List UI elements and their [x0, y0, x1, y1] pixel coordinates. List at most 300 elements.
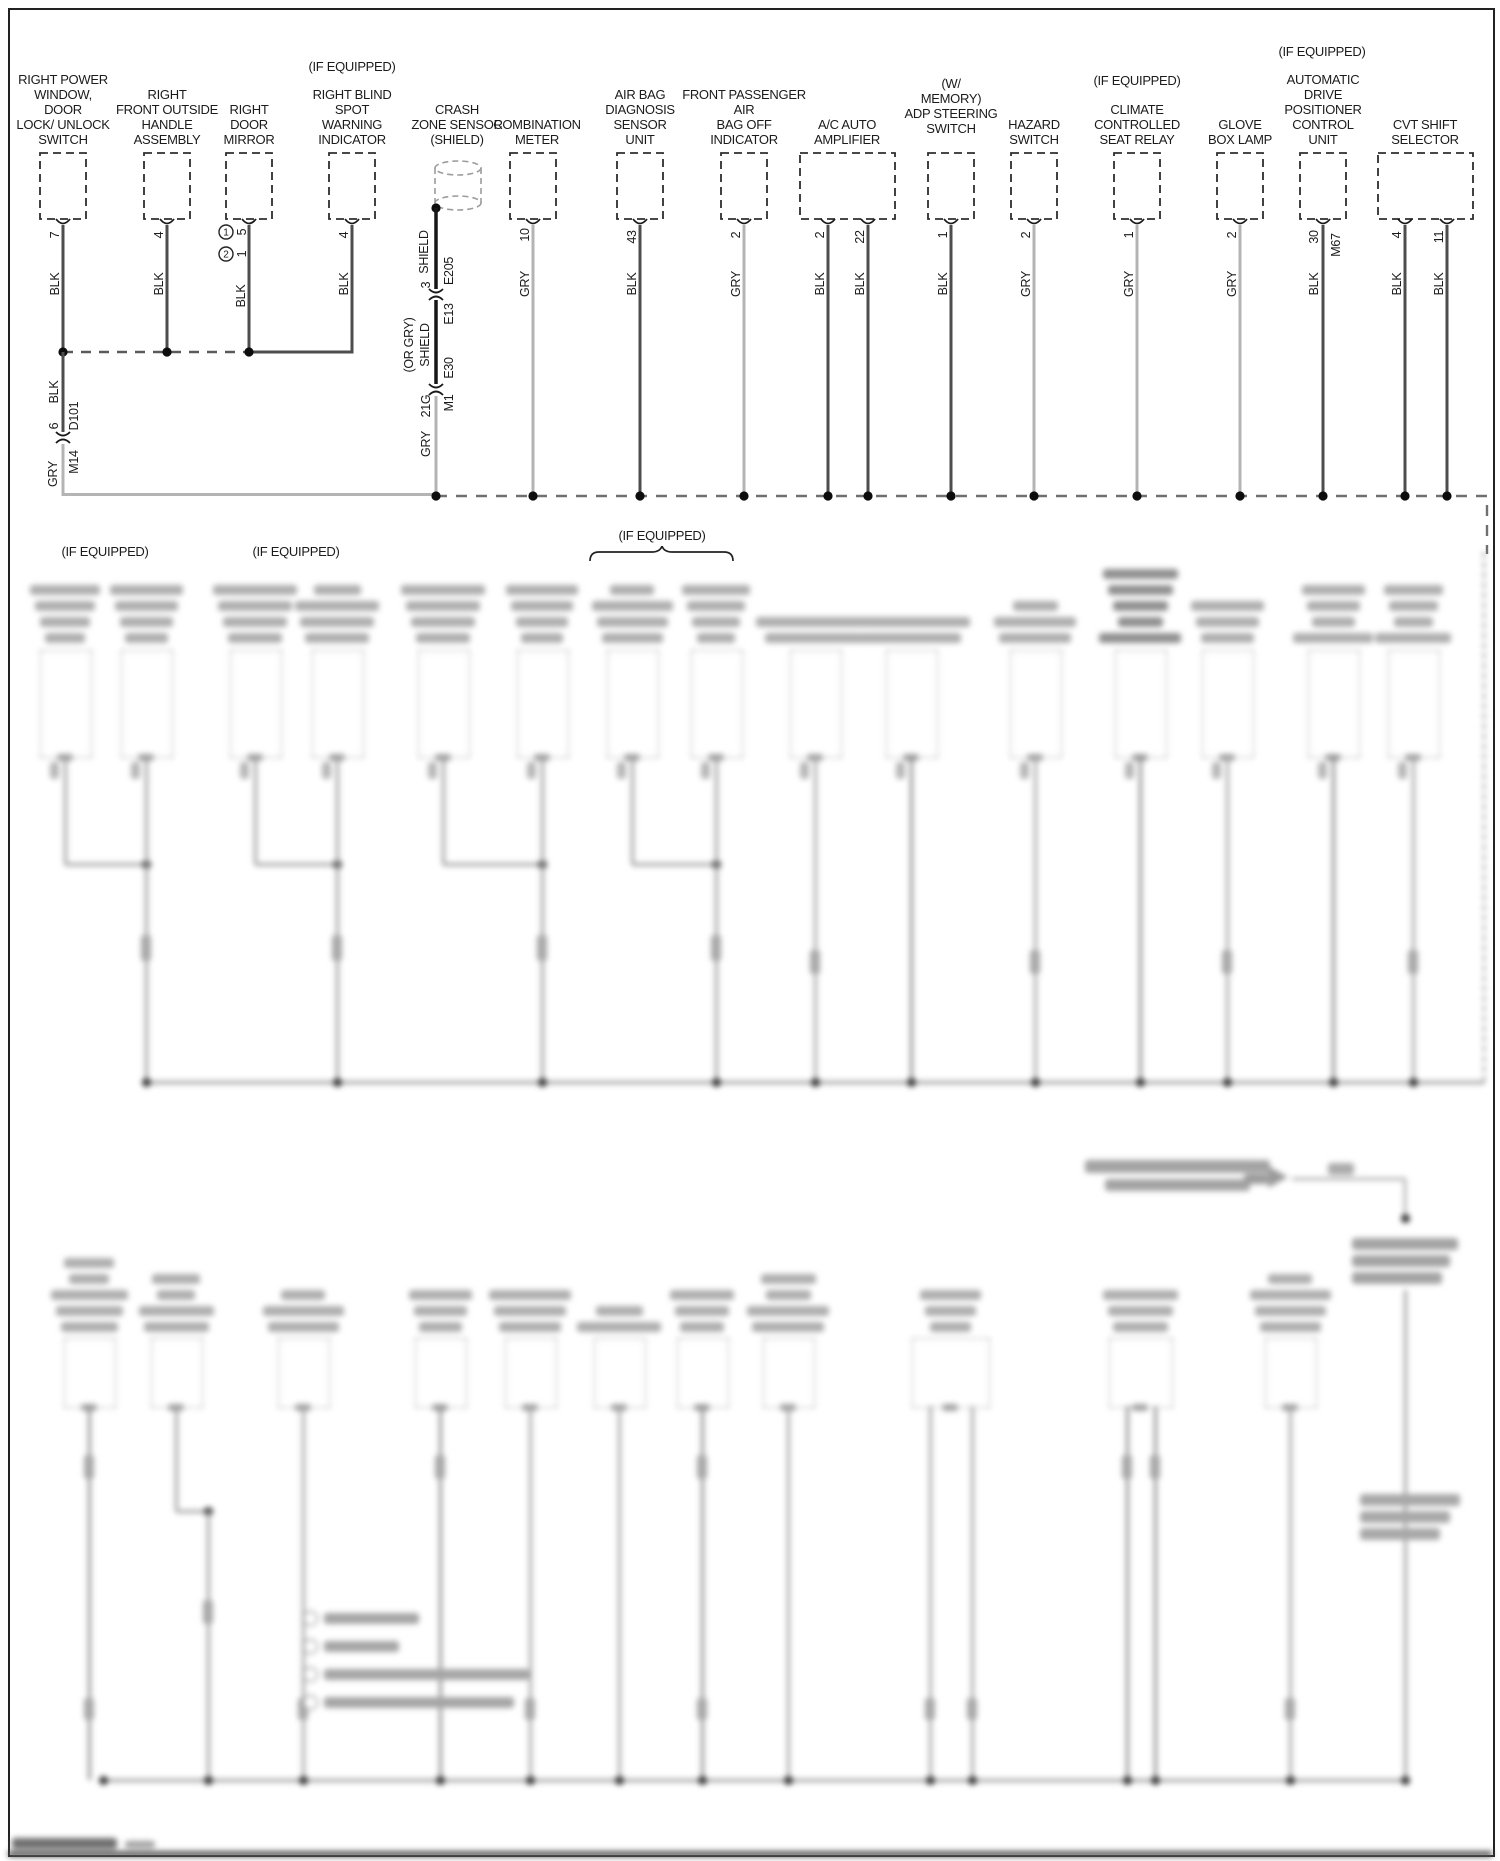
blurred-text-blob	[110, 585, 183, 595]
blurred-text-blob	[401, 585, 485, 595]
blurred-text-blob	[1113, 601, 1168, 611]
blurred-inline-connector	[435, 1455, 445, 1479]
blurred-dashed-feed-line	[1483, 552, 1485, 1082]
svg-text:43: 43	[625, 230, 639, 244]
blurred-pin-label	[800, 762, 809, 779]
blurred-wire	[1332, 756, 1335, 1082]
svg-text:BLK: BLK	[1390, 272, 1404, 296]
svg-text:DIAGNOSIS: DIAGNOSIS	[605, 102, 675, 117]
svg-text:GRY: GRY	[419, 431, 433, 457]
svg-text:UNIT: UNIT	[625, 132, 655, 147]
blurred-junction-dot	[538, 1078, 547, 1087]
blurred-text-blob	[223, 617, 287, 627]
blurred-text-blob	[295, 601, 379, 611]
blurred-text-blob	[592, 601, 673, 611]
blurred-text-blob	[670, 1290, 734, 1300]
blurred-text-blob	[115, 601, 178, 611]
blurred-connector-box	[40, 650, 92, 758]
svg-text:AMPLIFIER: AMPLIFIER	[814, 132, 880, 147]
svg-text:MEMORY): MEMORY)	[920, 91, 982, 106]
blurred-inline-connector	[141, 935, 151, 961]
svg-text:BLK: BLK	[1307, 272, 1321, 296]
svg-text:CONTROLLED: CONTROLLED	[1094, 117, 1180, 132]
svg-text:BLK: BLK	[47, 380, 61, 404]
blurred-junction-dot	[968, 1776, 977, 1785]
blurred-junction-dot	[907, 1078, 916, 1087]
blurred-text-blob	[414, 1306, 467, 1316]
blurred-wire	[175, 1406, 178, 1511]
blurred-text-blob	[61, 1322, 118, 1332]
blurred-junction-dot	[333, 1078, 342, 1087]
blurred-pin-label	[1125, 762, 1134, 779]
blurred-text-blob	[409, 1290, 472, 1300]
blurred-text-blob	[213, 585, 297, 595]
svg-text:BOX LAMP: BOX LAMP	[1207, 132, 1273, 147]
svg-text:INDICATOR: INDICATOR	[318, 132, 386, 147]
blurred-inline-connector	[203, 1600, 213, 1624]
blurred-wire	[1226, 756, 1229, 1082]
svg-text:E30: E30	[442, 357, 456, 379]
blurred-text-blob	[597, 617, 668, 627]
blurred-text-blob	[1352, 1272, 1442, 1284]
blurred-junction-dot	[1031, 1078, 1040, 1087]
blurred-text-blob	[1103, 569, 1178, 579]
svg-text:2: 2	[223, 249, 229, 261]
svg-text:GRY: GRY	[46, 461, 60, 487]
svg-text:BLK: BLK	[813, 272, 827, 296]
blurred-connector-box	[418, 650, 470, 758]
blurred-wire	[336, 756, 339, 1082]
blurred-text-blob	[692, 617, 740, 627]
blurred-inline-connector	[1122, 1455, 1132, 1479]
blurred-text-blob	[1105, 1179, 1250, 1191]
svg-text:(IF EQUIPPED): (IF EQUIPPED)	[1278, 44, 1366, 59]
svg-text:BLK: BLK	[48, 272, 62, 296]
blurred-text-blob	[1085, 1160, 1270, 1173]
svg-text:POSITIONER: POSITIONER	[1284, 102, 1362, 117]
svg-text:5: 5	[235, 228, 249, 236]
svg-text:FRONT OUTSIDE: FRONT OUTSIDE	[115, 102, 219, 117]
blurred-text-blob	[125, 633, 168, 643]
blurred-legend-text	[324, 1613, 419, 1624]
blurred-inline-connector	[967, 1698, 977, 1720]
blurred-text-blob	[56, 1306, 123, 1316]
svg-text:SEAT RELAY: SEAT RELAY	[1099, 132, 1175, 147]
blurred-text-blob	[994, 617, 1076, 627]
blurred-connector-box	[691, 650, 743, 758]
blurred-pin-label	[1318, 762, 1327, 779]
blurred-connector-box	[415, 1338, 467, 1408]
svg-text:ZONE SENSOR: ZONE SENSOR	[411, 117, 503, 132]
svg-text:CVT SHIFT: CVT SHIFT	[1392, 117, 1458, 132]
blurred-wire	[1412, 756, 1415, 1082]
svg-text:BLK: BLK	[936, 272, 950, 296]
blurred-wire	[618, 1406, 621, 1780]
blurred-inline-connector	[1030, 950, 1040, 974]
svg-text:GRY: GRY	[1122, 271, 1136, 297]
blurred-text-blob	[139, 1306, 214, 1316]
blurred-arrow-shaft	[1244, 1174, 1268, 1184]
blurred-pin-label	[701, 762, 710, 779]
blurred-connector-box	[677, 1338, 729, 1408]
svg-text:SENSOR: SENSOR	[613, 117, 667, 132]
blurred-text-blob	[1328, 1163, 1354, 1175]
blurred-text-blob	[1302, 585, 1365, 595]
blurred-inline-connector	[697, 1455, 707, 1479]
blurred-text-blob	[506, 585, 578, 595]
blurred-bottom-border	[8, 1851, 1492, 1857]
blurred-junction-dot	[99, 1776, 108, 1785]
svg-text:SPOT: SPOT	[334, 102, 370, 117]
blurred-text-blob	[596, 1306, 643, 1316]
blurred-junction-dot	[204, 1776, 213, 1785]
svg-text:2: 2	[1225, 231, 1239, 239]
blurred-pin-label	[1398, 762, 1407, 779]
blurred-text-blob	[1260, 1322, 1321, 1332]
blurred-text-blob	[228, 633, 282, 643]
blurred-connector-box	[1115, 650, 1167, 758]
svg-text:AIR BAG: AIR BAG	[614, 87, 666, 102]
svg-text:SWITCH: SWITCH	[38, 132, 88, 147]
blurred-text-blob	[682, 585, 750, 595]
blurred-text-blob	[511, 601, 573, 611]
blurred-text-blob	[1118, 617, 1163, 627]
blurred-pin-label	[1212, 762, 1221, 779]
blurred-connector-box	[1265, 1338, 1317, 1408]
blurred-connector-box	[594, 1338, 646, 1408]
svg-text:HAZARD: HAZARD	[1008, 117, 1060, 132]
blurred-text-blob	[747, 1306, 829, 1316]
svg-text:4: 4	[337, 231, 351, 239]
blurred-text-blob	[1255, 1306, 1326, 1316]
blurred-pin-label	[240, 762, 249, 779]
blurred-wire	[529, 1406, 532, 1780]
svg-text:ASSEMBLY: ASSEMBLY	[133, 132, 201, 147]
svg-text:D101: D101	[67, 401, 81, 431]
svg-text:CONTROL: CONTROL	[1292, 117, 1354, 132]
blurred-pin-label	[617, 762, 626, 779]
blurred-inline-connector	[525, 1698, 535, 1720]
blurred-junction-dot	[1223, 1078, 1232, 1087]
blurred-text-blob	[1360, 1494, 1460, 1506]
blurred-pin-label	[428, 762, 437, 779]
blurred-text-blob	[752, 1322, 824, 1332]
blurred-pin-label	[896, 762, 905, 779]
blurred-text-blob	[152, 1274, 200, 1284]
blurred-connector-box	[505, 1338, 557, 1408]
blurred-wire	[1292, 1178, 1405, 1181]
blurred-text-blob	[51, 1290, 128, 1300]
svg-text:6: 6	[47, 422, 61, 430]
svg-text:SELECTOR: SELECTOR	[1391, 132, 1459, 147]
blurred-text-blob	[1394, 617, 1433, 627]
svg-text:RIGHT: RIGHT	[147, 87, 187, 102]
blurred-wire	[910, 756, 913, 1082]
blurred-connector-box	[1388, 650, 1440, 758]
blurred-text-blob	[1352, 1238, 1458, 1250]
blurred-junction-dot	[811, 1078, 820, 1087]
svg-text:INDICATOR: INDICATOR	[710, 132, 778, 147]
blurred-inline-connector	[697, 1698, 707, 1720]
blurred-text-blob	[305, 633, 369, 643]
blurred-text-blob	[45, 633, 85, 643]
blurred-wire	[207, 1511, 210, 1780]
blurred-wire	[442, 756, 445, 864]
svg-text:1: 1	[235, 250, 249, 258]
blurred-text-blob	[1375, 633, 1451, 643]
svg-text:RIGHT BLIND: RIGHT BLIND	[312, 87, 392, 102]
blurred-text-blob	[69, 1274, 109, 1284]
svg-text:CLIMATE: CLIMATE	[1110, 102, 1164, 117]
blurred-connector-box	[278, 1338, 330, 1408]
svg-text:GRY: GRY	[1225, 271, 1239, 297]
blurred-junction-dot	[526, 1776, 535, 1785]
svg-text:GRY: GRY	[518, 271, 532, 297]
blurred-pin-bracket	[1132, 1404, 1148, 1411]
blurred-wire	[443, 863, 542, 866]
blurred-connector-box	[912, 1338, 990, 1408]
svg-text:M67: M67	[1329, 233, 1343, 257]
blurred-inline-connector	[1222, 950, 1232, 974]
svg-text:22: 22	[853, 230, 867, 244]
svg-text:(IF EQUIPPED): (IF EQUIPPED)	[308, 59, 396, 74]
blurred-wire	[1289, 1406, 1292, 1780]
svg-text:BLK: BLK	[234, 284, 248, 308]
blurred-connector-box	[1308, 650, 1360, 758]
blurred-wire	[1034, 756, 1037, 1082]
blurred-text-blob	[419, 1322, 462, 1332]
blurred-text-blob	[521, 633, 563, 643]
row2-if-equipped-1: (IF EQUIPPED)	[61, 544, 149, 559]
svg-text:WARNING: WARNING	[321, 117, 383, 132]
blurred-text-blob	[925, 1306, 976, 1316]
svg-text:(OR GRY): (OR GRY)	[402, 317, 416, 373]
blurred-inline-connector	[332, 935, 342, 961]
svg-text:30: 30	[1307, 230, 1321, 244]
blurred-text-blob	[416, 633, 470, 643]
blurred-text-blob	[1360, 1511, 1450, 1523]
blurred-text-blob	[1268, 1274, 1312, 1284]
blurred-inline-connector	[84, 1698, 94, 1720]
blurred-text-blob	[675, 1306, 729, 1316]
blurred-text-blob	[610, 585, 654, 595]
blurred-text-blob	[40, 617, 90, 627]
svg-text:MIRROR: MIRROR	[223, 132, 275, 147]
svg-text:DRIVE: DRIVE	[1303, 87, 1343, 102]
svg-text:BLK: BLK	[152, 272, 166, 296]
svg-text:SWITCH: SWITCH	[1009, 132, 1059, 147]
svg-text:4: 4	[152, 231, 166, 239]
svg-text:10: 10	[518, 228, 532, 242]
blurred-text-blob	[852, 617, 970, 627]
svg-text:1: 1	[936, 231, 950, 239]
svg-text:BAG OFF: BAG OFF	[716, 117, 772, 132]
blurred-connector-box	[230, 650, 282, 758]
blurred-text-blob	[1108, 1306, 1173, 1316]
svg-text:2: 2	[729, 231, 743, 239]
svg-text:METER: METER	[514, 132, 560, 147]
blurred-text-blob	[766, 1290, 811, 1300]
blurred-wire	[1404, 1179, 1407, 1218]
blurred-wire	[145, 756, 148, 1082]
svg-text:BLK: BLK	[1432, 272, 1446, 296]
blurred-junction-dot	[712, 1078, 721, 1087]
svg-text:DOOR: DOOR	[230, 117, 268, 132]
svg-text:(IF EQUIPPED): (IF EQUIPPED)	[1093, 73, 1181, 88]
svg-text:RIGHT POWER: RIGHT POWER	[18, 72, 108, 87]
svg-text:COMBINATION: COMBINATION	[493, 117, 581, 132]
blurred-connector-box	[790, 650, 842, 758]
blurred-text-blob	[35, 601, 95, 611]
blurred-legend-circled-number	[303, 1611, 318, 1626]
blurred-junction-dot	[698, 1776, 707, 1785]
blurred-wire	[787, 1406, 790, 1780]
blurred-wire	[302, 1406, 305, 1780]
blurred-text-blob	[1099, 633, 1181, 643]
blurred-text-blob	[1250, 1290, 1331, 1300]
svg-text:CRASH: CRASH	[434, 102, 480, 117]
blurred-text-blob	[687, 601, 745, 611]
svg-text:A/C AUTO: A/C AUTO	[817, 117, 877, 132]
svg-text:1: 1	[1122, 231, 1136, 239]
blurred-junction-dot	[1329, 1078, 1338, 1087]
blurred-inline-connector	[84, 1455, 94, 1479]
blurred-connector-box	[312, 650, 364, 758]
svg-text:3: 3	[419, 281, 433, 289]
blurred-junction-dot	[1401, 1776, 1410, 1785]
blurred-text-blob	[861, 633, 961, 643]
blurred-junction-dot	[784, 1776, 793, 1785]
blurred-wire	[1139, 756, 1142, 1082]
blurred-text-blob	[1103, 1290, 1178, 1300]
blurred-wire	[632, 863, 716, 866]
blurred-wire	[631, 756, 634, 864]
blurred-wire	[65, 863, 146, 866]
svg-text:BLK: BLK	[337, 272, 351, 296]
svg-text:SWITCH: SWITCH	[926, 121, 976, 136]
blurred-connector-box	[1202, 650, 1254, 758]
blurred-text-blob	[489, 1290, 571, 1300]
blurred-inline-connector	[1285, 1698, 1295, 1720]
blurred-junction-dot	[926, 1776, 935, 1785]
blurred-connector-box	[763, 1338, 815, 1408]
blurred-text-blob	[411, 617, 475, 627]
blurred-text-blob	[406, 601, 480, 611]
blurred-text-blob	[157, 1290, 195, 1300]
blurred-junction-dot	[1151, 1776, 1160, 1785]
blurred-text-blob	[697, 633, 735, 643]
svg-text:ADP STEERING: ADP STEERING	[904, 106, 998, 121]
row2-if-equipped-3: (IF EQUIPPED)	[618, 528, 706, 543]
row2-if-equipped-2: (IF EQUIPPED)	[252, 544, 340, 559]
svg-text:WINDOW,: WINDOW,	[34, 87, 92, 102]
blurred-connector-box	[517, 650, 569, 758]
blurred-inline-connector	[925, 1698, 935, 1720]
blurred-diagram-code	[12, 1838, 117, 1849]
blurred-text-blob	[268, 1322, 339, 1332]
blurred-text-blob	[1389, 601, 1438, 611]
blurred-legend-text	[324, 1669, 529, 1680]
svg-text:2: 2	[813, 231, 827, 239]
blurred-connector-box	[886, 650, 938, 758]
blurred-text-blob	[602, 633, 663, 643]
blurred-inline-connector	[1408, 950, 1418, 974]
blurred-wire	[541, 756, 544, 1082]
blurred-legend-circled-number	[303, 1695, 318, 1710]
blurred-text-blob	[1108, 585, 1173, 595]
svg-text:E13: E13	[442, 303, 456, 325]
blurred-text-blob	[930, 1322, 971, 1332]
svg-text:(W/: (W/	[941, 76, 961, 91]
svg-text:UNIT: UNIT	[1308, 132, 1338, 147]
svg-text:GRY: GRY	[1019, 271, 1033, 297]
blurred-text-blob	[680, 1322, 724, 1332]
blurred-text-blob	[1191, 601, 1264, 611]
svg-text:DOOR: DOOR	[44, 102, 82, 117]
blurred-text-blob	[281, 1290, 325, 1300]
blurred-connector-box	[1109, 1338, 1173, 1408]
blurred-text-blob	[1307, 601, 1360, 611]
blurred-junction-dot	[1136, 1078, 1145, 1087]
svg-text:GRY: GRY	[729, 271, 743, 297]
svg-text:11: 11	[1432, 230, 1446, 244]
blurred-text-blob	[1312, 617, 1355, 627]
svg-text:RIGHT: RIGHT	[229, 102, 269, 117]
blurred-text-blob	[144, 1322, 209, 1332]
blurred-junction-dot	[1401, 1214, 1410, 1223]
blurred-inline-connector	[537, 935, 547, 961]
svg-text:M14: M14	[67, 450, 81, 474]
blurred-diagram-code	[125, 1841, 155, 1848]
blurred-pin-label	[50, 762, 59, 779]
blurred-legend-text	[324, 1697, 514, 1708]
blurred-pin-label	[1020, 762, 1029, 779]
svg-text:AIR: AIR	[733, 102, 755, 117]
blurred-text-blob	[1201, 633, 1254, 643]
blurred-wire	[254, 756, 257, 864]
blurred-text-blob	[64, 1258, 114, 1268]
svg-text:GLOVE: GLOVE	[1218, 117, 1262, 132]
blurred-text-blob	[920, 1290, 981, 1300]
blurred-legend-circled-number	[303, 1667, 318, 1682]
svg-text:2: 2	[1019, 231, 1033, 239]
svg-text:1: 1	[223, 227, 229, 239]
blurred-text-blob	[516, 617, 568, 627]
blurred-junction-dot	[299, 1776, 308, 1785]
blurred-text-blob	[120, 617, 173, 627]
svg-text:FRONT PASSENGER: FRONT PASSENGER	[682, 87, 806, 102]
blurred-connector-box	[151, 1338, 203, 1408]
blurred-text-blob	[218, 601, 292, 611]
blurred-pin-label	[131, 762, 140, 779]
blurred-inline-connector	[711, 935, 721, 961]
svg-text:E205: E205	[442, 257, 456, 285]
blurred-wire	[814, 756, 817, 1082]
blurred-junction-dot	[436, 1776, 445, 1785]
blurred-legend-circled-number	[303, 1639, 318, 1654]
svg-text:HANDLE: HANDLE	[141, 117, 193, 132]
blurred-connector-box	[607, 650, 659, 758]
blurred-wire	[971, 1406, 974, 1780]
blurred-connector-box	[64, 1338, 116, 1408]
blurred-text-blob	[1360, 1528, 1440, 1540]
blurred-junction-dot	[1409, 1078, 1418, 1087]
blurred-text-blob	[999, 633, 1071, 643]
svg-text:(SHIELD): (SHIELD)	[430, 132, 484, 147]
blurred-text-blob	[30, 585, 100, 595]
svg-text:SHIELD: SHIELD	[417, 230, 431, 274]
blurred-connector-box	[121, 650, 173, 758]
